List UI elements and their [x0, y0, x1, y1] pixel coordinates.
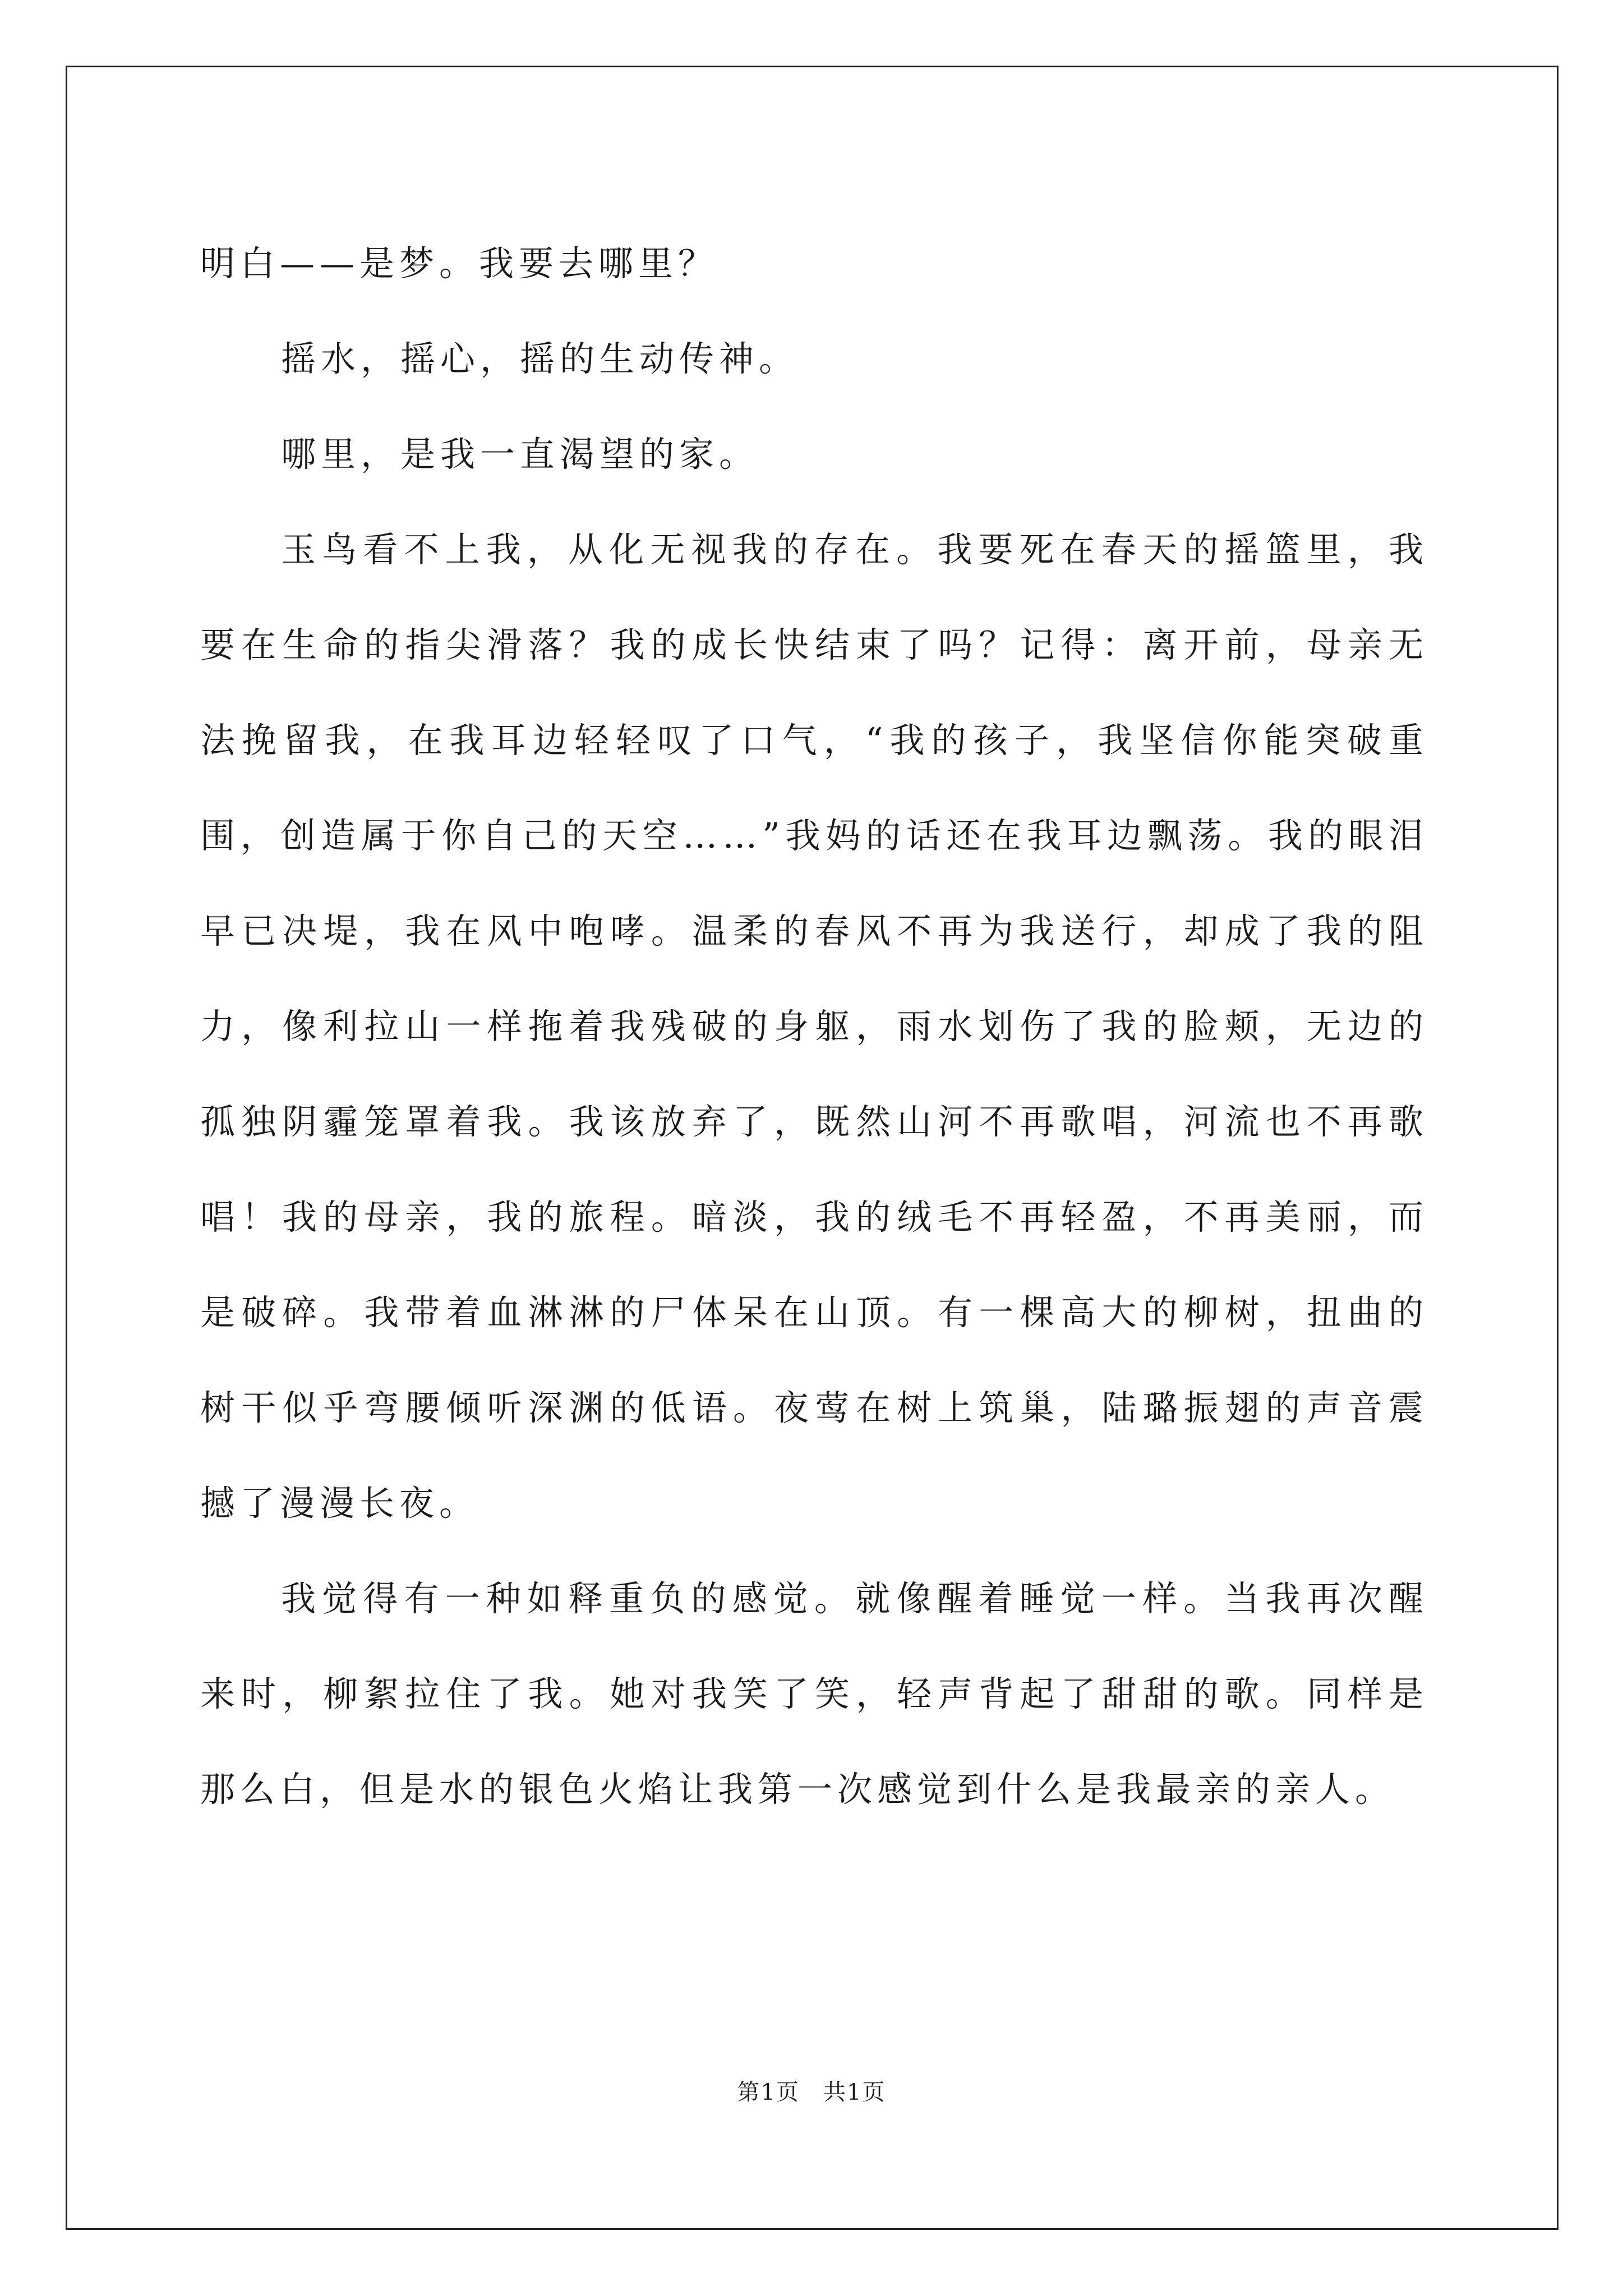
- page-number-footer: 第1页 共1页: [737, 2079, 886, 2105]
- paragraph-3: 哪里，是我一直渴望的家。: [281, 434, 759, 475]
- paragraph-4: 玉鸟看不上我，从化无视我的存在。我要死在春天的摇篮里，我要在生命的指尖滑落？我的成长快结束了吗？记得：离开前，母亲无法挽留我，在我耳边轻轻叹了口气，“我的孩子，我坚信你能突破重围，创造属于你自己的天空……”我妈的话还在我耳边飘荡。我的眼泪早已决堤，我在风中咆哮。温柔的春风不再为我送行，却成了我的阻力，像利拉山一样拖着我残破的身躯，雨水划伤了我的脸颊，无边的孤独阴霾笼罩着我。我该放弃了，既然山河不再歌唱，河流也不再歌唱！我的母亲，我的旅程。暗淡，我的绒毛不再轻盈，不再美丽，而是破碎。我带着血淋淋的尸体呆在山顶。有一棵高大的柳树，扭曲的树干似乎弯腰倾听深渊的低语。夜莺在树上筑巢，陆璐振翅的声音震撼了漫漫长夜。: [200, 529, 1428, 1524]
- paragraph-2: 摇水，摇心，摇的生动传神。: [281, 338, 799, 379]
- paragraph-1: 明白——是梦。我要去哪里？: [200, 243, 718, 284]
- paragraph-5: 我觉得有一种如释重负的感觉。就像醒着睡觉一样。当我再次醒来时，柳絮拉住了我。她对我笑了笑，轻声背起了甜甜的歌。同样是那么白，但是水的银色火焰让我第一次感觉到什么是我最亲的亲人。: [200, 1578, 1428, 1810]
- document-body: [200, 216, 1428, 1837]
